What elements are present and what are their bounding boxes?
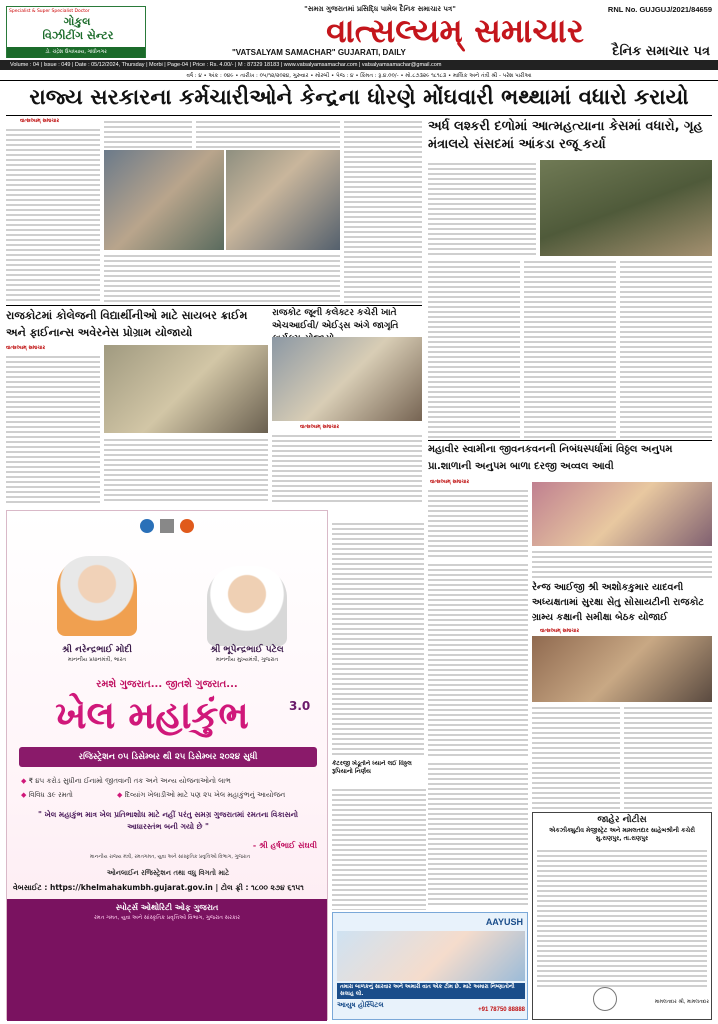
- khel-online: ઓનલાઈન રજિસ્ટ્રેશન તથા વધુ વિગતો માટે: [106, 869, 230, 877]
- divider: [6, 115, 712, 116]
- notice-title: જાહેર નોટીસ: [597, 815, 647, 825]
- leader1-name: શ્રી નરેન્દ્રભાઈ મોદી: [62, 645, 132, 655]
- leader2-name: શ્રી ભૂપેન્દ્રભાઈ પટેલ: [210, 645, 284, 655]
- article-text: [428, 487, 528, 559]
- small-news-headline[interactable]: કેટરજી ખેડૂતોને ધ્યાને લઈ વિઠ્ઠલ રૂપિયાનો નિર્ણય: [332, 760, 412, 775]
- khel-footer1: સ્પોર્ટ્સ ઓથોરિટી ઓફ ગુજરાત: [115, 903, 219, 912]
- article-text: [428, 760, 528, 908]
- khel-bullet: ◆ ₹ ૪૫ કરોડ સુધીના ઈનામો જીતવાની તક અને અન્ય યોજનાઓનો લાભ: [21, 777, 231, 785]
- byline: વાત્સલ્યમ્ સમાચાર: [430, 479, 470, 485]
- info-line: Volume : 04 | Issue : 049 | Date : 05/12/2024, Thursday | Morbi | Page-04 | Price : Rs. 4.00/- | M : 87329 18183 | www.vatsalyamsamachar.com | vatsalyamsamachar@gmail.com: [0, 60, 718, 70]
- article-text: [620, 258, 712, 438]
- leader-photo-2: [207, 566, 287, 646]
- main-headline[interactable]: રાજ્ય સરકારના કર્મચારીઓને કેન્દ્રના ધોરણે મોંઘવારી ભથ્થામાં વધારો કરાયો: [29, 85, 689, 110]
- bullet-icon: ◆: [21, 777, 29, 785]
- khel-footer2: રમત ગમત, યુવા અને સાંસ્કૃતિક પ્રવૃત્તિઓ વિભાગ, ગુજરાત સરકાર: [93, 915, 241, 921]
- mahavir-photo[interactable]: [532, 482, 712, 546]
- article-text: [532, 704, 620, 810]
- byline: વાત્સલ્યમ્ સમાચાર: [300, 424, 340, 430]
- gokul-ad-title1: ગોકુલ: [63, 15, 91, 28]
- aids-photo[interactable]: [272, 337, 422, 421]
- bullet-icon: ◆: [117, 791, 125, 799]
- khel-title: ખેલ મહાકુંભ: [55, 693, 249, 737]
- gujarati-info-line: વર્ષ : ૪ • અંક : ૦૪૯ • તારીખ : ૦૫/૧૨/૨૦૨૪, ગુરુવાર • મોરબી • પેજ : ૪ • કિંમત : રૂ.૪.૦૦/- • મો.૮૭૩૨૯ ૧૮૧૮૩ • માલિક અને તંત્રી શ્રી - પરેશ પારીઆ: [0, 71, 718, 81]
- leader-photo-1: [57, 556, 137, 636]
- divider: [6, 305, 422, 306]
- news-photo[interactable]: [104, 150, 224, 250]
- masthead: [0, 0, 718, 60]
- ayush-photo: [337, 931, 525, 981]
- article-text: [624, 704, 712, 810]
- leader1-title: માનનીય પ્રધાનમંત્રી, ભારત: [67, 657, 127, 663]
- leader2-title: માનનીય મુખ્યમંત્રી, ગુજરાત: [215, 657, 279, 663]
- khel-quote-author-title: માનનીય રાજ્ય મંત્રી, રમતગમત, યુવા અને સાંસ્કૃતિક પ્રવૃત્તિઓ વિભાગ, ગુજરાત: [89, 854, 251, 860]
- article-text: [428, 160, 536, 256]
- masthead-tagline: "સમગ્ર ગુજરાતમાં પ્રસિદ્ધિ પામેલ દૈનિક સમાચાર પત્ર": [304, 5, 456, 13]
- gokul-ad-footer: ડો. ચંદ્રેશ ઉપાધ્યાય, ગાંધીનગર: [7, 47, 145, 58]
- ayush-banner: તમારા બાળકનું સારવાર અને અમારી વાત એક ટીમ છે. માટે અમારા નિષ્ણાતોની સલાહ લો.: [337, 983, 525, 999]
- article-text: [428, 636, 528, 756]
- article-text: [104, 252, 340, 302]
- english-name: "VATSALYAM SAMACHAR" GUJARATI, DAILY: [232, 48, 406, 57]
- khel-quote: " ખેલ મહાકુંભ માત્ર ખેલ પ્રતિભાશોધ માટે નહીં પરંતુ સમગ્ર ગુજરાતમાં રમતના વિકાસનો આધારસ્તંભ બની ગયો છે ": [37, 810, 299, 831]
- article-text: [272, 432, 422, 504]
- khel-quote-author: - શ્રી હર્ષભાઈ સંઘવી: [252, 841, 317, 850]
- gokul-ad-small: Specialist & Super Specialist Doctor: [9, 9, 90, 14]
- article-text: [104, 118, 192, 148]
- article-text: [332, 520, 424, 756]
- gokul-ad[interactable]: [6, 6, 146, 58]
- subtitle: દૈનિક સમાચાર પત્ર: [612, 44, 710, 59]
- article-text: [6, 353, 100, 503]
- aids-story-headline[interactable]: રાજકોટ જૂની કલેક્ટર કચેરી ખાતે એચઆઈવી/ એઈડ્સ અંગે જાગૃતિ: [272, 308, 399, 331]
- emblem-icon: [160, 519, 174, 533]
- article-text: [332, 786, 426, 910]
- article-text: [428, 258, 520, 438]
- bullet-icon: ◆: [21, 791, 29, 799]
- newspaper-title: વાત્સલ્યમ્ સમાચાર: [326, 11, 584, 50]
- seal-icon: [593, 987, 617, 1011]
- khel-version: 3.0: [289, 699, 311, 713]
- khel-mahakumbh-ad[interactable]: [6, 510, 328, 1020]
- logo-icon: [180, 519, 194, 533]
- khel-registration: રજિસ્ટ્રેશન ૦૫ ડિસેમ્બર થી ૨૫ ડિસેમ્બર ૨૦૨૪ સુધી: [19, 747, 317, 767]
- ayush-logo: AAYUSH: [485, 917, 523, 927]
- safety-story-headline[interactable]: રેન્જ આઈજી શ્રી અશોકકુમાર યાદવની અધ્યક્ષતામાં સુરક્ષા સેતુ સોસાયટીની રાજકોટ ગ્રામ્ય કક્ષાની સમીક્ષા બેઠક યોજાઈ: [532, 582, 704, 623]
- college-photo[interactable]: [104, 345, 268, 433]
- ad-logos: [137, 519, 197, 535]
- notice-footer: મામલતદાર શ્રી, મામલતદાર: [654, 999, 709, 1005]
- army-photo[interactable]: [540, 160, 712, 256]
- article-text: [524, 258, 616, 438]
- news-photo[interactable]: [226, 150, 340, 250]
- notice-text: [537, 847, 707, 987]
- khel-bullet: ◆ દિવ્યાંગ ખેલાડીઓ માટે પણ ૨૫ ખેલ મહાકુંભનું આયોજન: [117, 791, 286, 799]
- byline: વાત્સલ્યમ્ સમાચાર: [6, 345, 46, 351]
- ayush-name: આયુષ હોસ્પિટલ: [337, 1001, 384, 1009]
- khel-slogan: રમશે ગુજરાત... જીતશે ગુજરાત...: [96, 679, 238, 690]
- khel-website[interactable]: વેબસાઈટ : https://khelmahakumbh.gujarat.gov.in | ટોલ ફ્રી : ૧૮૦૦ ૨૭૪ ૬૧૫૧: [13, 883, 304, 892]
- public-notice[interactable]: [532, 812, 712, 1020]
- logo-icon: [140, 519, 154, 533]
- college-story-headline[interactable]: રાજકોટમાં કોલેજની વિદ્યાર્થીનીઓ માટે સાયબર ક્રાઈમ અને ફાઈનાન્સ અવેરનેસ પ્રોગ્રામ યોજાયો: [6, 309, 248, 339]
- safety-photo[interactable]: [532, 636, 712, 702]
- gokul-ad-title2: વિઝીટીંગ સેન્ટર: [42, 29, 114, 42]
- reg-number: RNL No. GUJGUJ/2021/84659: [607, 5, 712, 14]
- article-text: [196, 118, 340, 148]
- notice-subtitle: એકઝીક્યુટીવ મેજીસ્ટ્રેટ અને મામલતદાર સાહેબશ્રીની કચેરી મુ.રાણપુર, તા.રાણપુર: [549, 827, 695, 842]
- article-text: [104, 436, 268, 504]
- mahavir-story-headline[interactable]: મહાવીર સ્વામીના જીવનકવનની નિબંધસ્પર્ધામાં વિઠ્ઠલ અનુપમ પ્રા.શાળાની અનુપમ બાળા દરજી અવ્વલ આવી: [428, 444, 673, 472]
- army-story-headline[interactable]: અર્ધ લશ્કરી દળોમાં આત્મહત્યાના કેસમાં વધારો, ગૃહ મંત્રાલયે સંસદમાં આંકડા રજૂ કર્યા: [428, 119, 703, 152]
- article-text: [532, 548, 712, 578]
- byline: વાત્સલ્યમ્ સમાચાર: [540, 628, 580, 634]
- byline: વાત્સલ્યમ્ સમાચાર: [20, 118, 60, 124]
- ayush-ad[interactable]: [332, 912, 528, 1020]
- ayush-phone[interactable]: +91 78750 88888: [478, 1007, 525, 1013]
- article-text: [344, 118, 422, 304]
- khel-bullet: ◆ વિવિધ ૩૯ રમતો: [21, 791, 73, 799]
- article-text: [6, 126, 100, 304]
- khel-footer: [7, 899, 327, 1021]
